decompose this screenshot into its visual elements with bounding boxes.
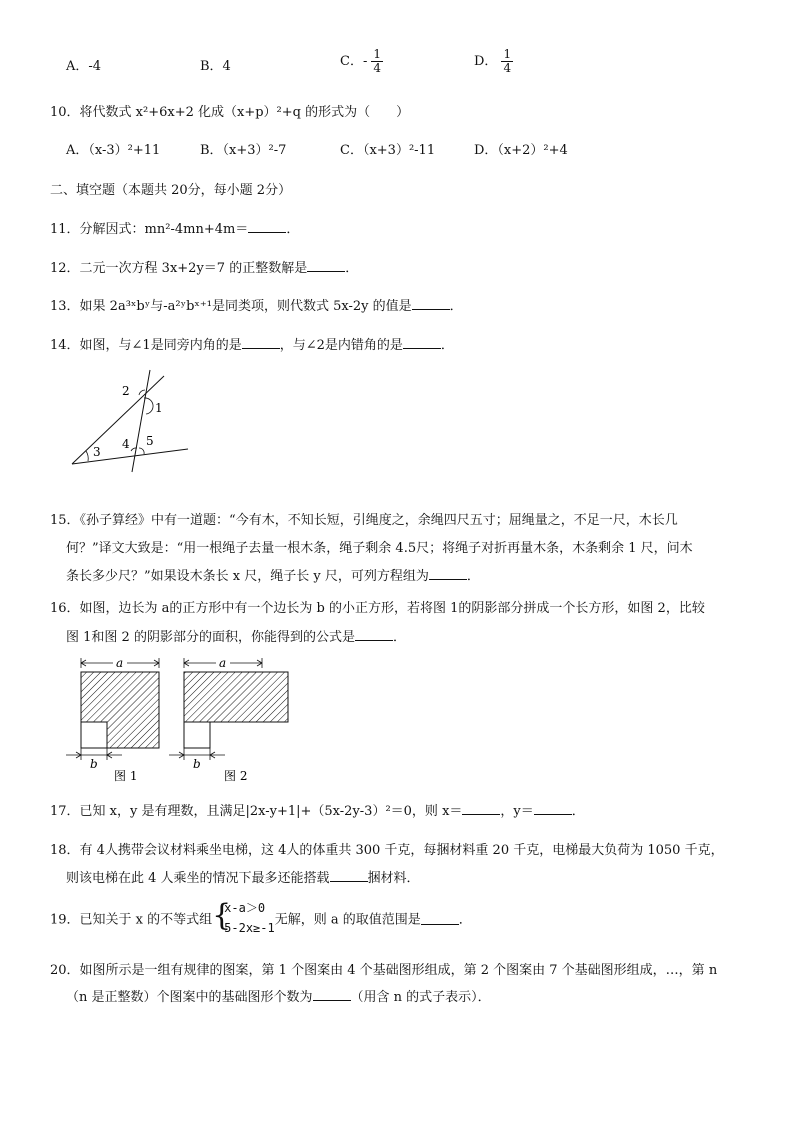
q16-fig1-label-b: b [90, 757, 98, 771]
q18-line-2-text: 则该电梯在此 4 人乘坐的情况下最多还能搭载 [66, 871, 330, 886]
q16-fig1-small-square [81, 722, 107, 748]
q15-end: ． [466, 569, 480, 584]
q15-line-2: 何？”译文大致是：“用一根绳子去量一根木条，绳子剩余 4.5尺；将绳子对折再量木条，木条剩余 1 尺，问木 [66, 541, 693, 556]
q15-line-3 [66, 567, 480, 586]
q9-c-denominator: 4 [373, 61, 381, 75]
q14-label-1: 1 [155, 401, 163, 415]
q9-option-c-fraction [371, 48, 383, 75]
q19-inequality-2: 5-2x≥-1 [224, 921, 275, 935]
q18-end: 捆材料． [367, 871, 420, 886]
q14-arc-2 [139, 390, 145, 395]
q14-answer-blank-2[interactable] [403, 336, 441, 349]
q14-line-transversal [132, 370, 150, 472]
q17-answer-blank-x[interactable] [462, 802, 500, 815]
q14-text: 14．如图，与∠1是同旁内角的是 [50, 338, 242, 353]
q9-option-c [340, 48, 383, 75]
q13-text: 13．如果 2a³ˣbʸ与-a²ʸbˣ⁺¹是同类项，则代数式 5x-2y 的值是 [50, 299, 412, 314]
q16-fig2-label-a: a [219, 656, 227, 670]
q12-answer-blank[interactable] [307, 259, 345, 272]
q11-end: ． [286, 222, 300, 237]
q16-fig2-small-square [184, 722, 210, 748]
q9-option-b: B．4 [200, 59, 231, 74]
q14-text-mid: ，与∠2是内错角的是 [279, 338, 403, 353]
q20-end: （用含 n 的式子表示）． [350, 990, 491, 1005]
q14-end: ． [440, 338, 454, 353]
q16-line-2 [66, 628, 406, 647]
q9-option-d [474, 48, 513, 75]
q12-text: 12．二元一次方程 3x+2y＝7 的正整数解是 [50, 261, 308, 276]
q14-arc-3 [86, 451, 88, 461]
q15-line-3-text: 条长多少尺？”如果设木条长 x 尺，绳子长 y 尺，可列方程组为 [66, 569, 429, 584]
q9-option-d-fraction [501, 48, 513, 75]
q14-angle-figure [60, 368, 200, 474]
q17-end: ． [571, 804, 585, 819]
q9-d-numerator: 1 [503, 47, 512, 61]
q16-figure-1 [66, 656, 159, 783]
q15-line-1: 15．《孙子算经》中有一道题：“今有木，不知长短，引绳度之，余绳四尺五寸；屈绳量之，不足一尺，木长几 [50, 513, 678, 528]
q9-c-numerator: 1 [373, 47, 381, 61]
q19-inequality-1: x-a＞0 [224, 901, 266, 915]
q14-arc-5 [139, 448, 144, 454]
q10-option-c: C．（x+3）²-11 [340, 143, 436, 158]
q17-text-mid: ，y＝ [500, 804, 534, 819]
q18-line-2 [66, 869, 420, 888]
q10-option-b: B．（x+3）²-7 [200, 143, 287, 158]
q19-end: ． [458, 912, 472, 928]
q14-line-bottom [72, 449, 188, 464]
q16-fig2-label-b: b [193, 757, 201, 771]
q17 [50, 802, 585, 821]
q17-answer-blank-y[interactable] [534, 802, 572, 815]
q11-answer-blank[interactable] [248, 220, 286, 233]
q14-answer-blank-1[interactable] [242, 336, 280, 349]
q9-option-c-prefix: C．- [340, 54, 368, 69]
q18-line-1: 18．有 4人携带会议材料乘坐电梯，这 4人的体重共 300 千克，每捆材料重 20 千克，电梯最大负荷为 1050 千克， [50, 843, 724, 858]
q16-fig2-shaded-rectangle [184, 672, 288, 722]
q19-brace: { [212, 898, 232, 933]
section-heading-fill-in: 二、填空题（本题共 20分，每小题 2分） [50, 183, 292, 198]
q14-label-4: 4 [122, 437, 130, 451]
q14-arc-1 [144, 398, 153, 414]
q19-answer-blank[interactable] [421, 912, 459, 925]
q16-squares-figure [64, 652, 304, 786]
q16-figure-2 [169, 656, 288, 783]
q11-text: 11．分解因式：mn²-4mn+4m＝ [50, 222, 249, 237]
q10-stem: 10．将代数式 x²+6x+2 化成（x+p）²+q 的形式为（ ） [50, 105, 410, 120]
q14-label-5: 5 [146, 434, 154, 448]
q19-text-mid: 无解，则 a 的取值范围是 [274, 912, 421, 928]
q9-d-denominator: 4 [503, 61, 512, 75]
q16-fig1-label-a: a [116, 656, 124, 670]
q20-line-2 [66, 988, 491, 1007]
q13-answer-blank[interactable] [412, 297, 450, 310]
q20-line-1: 20．如图所示是一组有规律的图案，第 1 个图案由 4 个基础图形组成，第 2 个图案由 7 个基础图形组成，…，第 n [50, 963, 718, 978]
q14 [50, 336, 454, 355]
q20-line-2-text: （n 是正整数）个图案中的基础图形个数为 [66, 990, 313, 1005]
q16-fig2-caption: 图 2 [224, 769, 248, 783]
q14-label-2: 2 [122, 384, 130, 398]
q19 [50, 898, 472, 938]
q14-label-3: 3 [93, 445, 101, 459]
q15-answer-blank[interactable] [429, 567, 467, 580]
q16-fig1-shaded-region [81, 672, 159, 748]
q19-text: 19．已知关于 x 的不等式组 [50, 912, 213, 928]
q17-text: 17．已知 x，y 是有理数，且满足|2x-y+1|+（5x-2y-3）²＝0，则 x＝ [50, 804, 463, 819]
q16-line-2-text: 图 1和图 2 的阴影部分的面积，你能得到的公式是 [66, 630, 355, 645]
q10-option-d: D．（x+2）²+4 [474, 143, 568, 158]
q16-answer-blank[interactable] [355, 628, 393, 641]
q12 [50, 259, 358, 278]
q16-end: ． [392, 630, 406, 645]
q16-line-1: 16．如图，边长为 a的正方形中有一个边长为 b 的小正方形，若将图 1的阴影部分拼成一个长方形，如图 2，比较 [50, 601, 705, 616]
q16-fig1-caption: 图 1 [114, 769, 138, 783]
q13 [50, 297, 463, 316]
q11 [50, 220, 299, 239]
q9-option-d-prefix: D． [474, 54, 498, 69]
q13-end: ． [449, 299, 463, 314]
q18-answer-blank[interactable] [330, 869, 368, 882]
q10-option-a: A．（x-3）²+11 [66, 143, 161, 158]
q20-answer-blank[interactable] [313, 988, 351, 1001]
q12-end: ． [345, 261, 359, 276]
q19-inequality-system [212, 898, 275, 938]
q9-option-a: A．-4 [66, 59, 102, 74]
q14-line-left [72, 376, 164, 464]
